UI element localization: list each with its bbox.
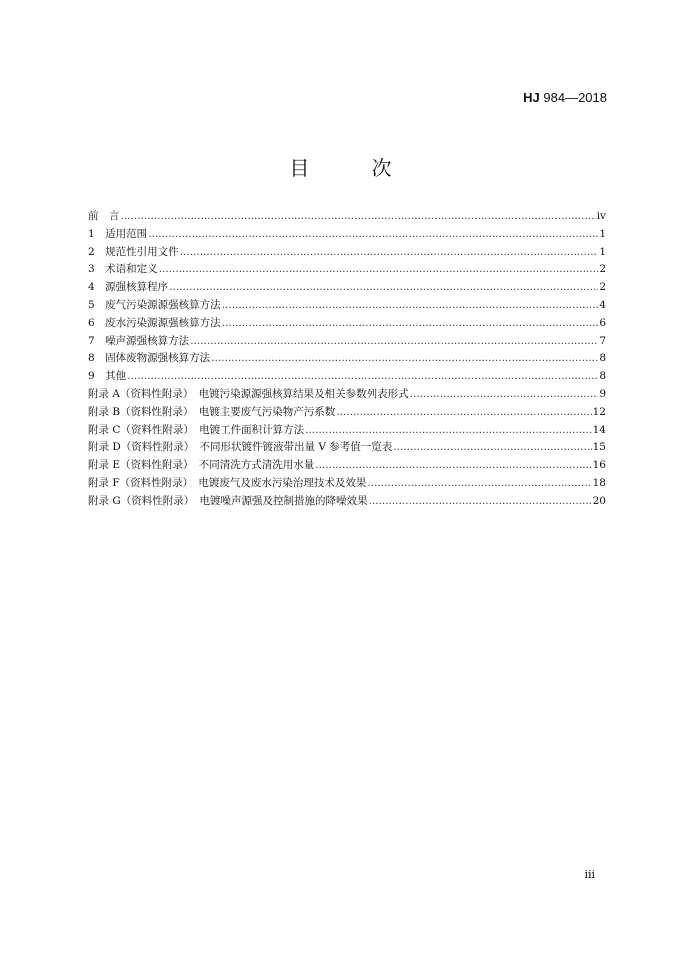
toc-entry-page: 14	[592, 423, 606, 436]
toc-entry-label: 3 术语和定义	[88, 263, 158, 276]
toc-entry-label: 附录 F（资料性附录） 电镀废气及废水污染治理技术及效果	[88, 476, 367, 489]
toc-entry-label: 附录 E（资料性附录） 不同清洗方式清洗用水量	[88, 459, 315, 472]
toc-entry-4[interactable]	[88, 279, 606, 297]
toc-entry-page: 16	[592, 459, 606, 472]
toc-entry-page: 6	[599, 316, 606, 329]
toc-leader-dots	[393, 441, 591, 453]
toc-entry-page: 8	[599, 370, 606, 383]
toc-entry-1[interactable]	[88, 226, 606, 244]
toc-leader-dots	[211, 352, 598, 364]
toc-entry-page: 15	[592, 441, 606, 454]
toc-entry-page: 7	[599, 334, 606, 347]
toc-entry-page: 2	[599, 281, 606, 294]
toc-leader-dots	[180, 246, 599, 258]
toc-leader-dots	[222, 317, 599, 329]
toc-leader-dots	[169, 281, 598, 293]
standard-number: 984—2018	[543, 90, 607, 105]
toc-entry-label: 7 噪声源强核算方法	[88, 334, 190, 347]
toc-entry-page: 4	[599, 298, 606, 311]
toc-entry-appendix-a[interactable]	[88, 386, 606, 404]
toc-leader-dots	[315, 459, 591, 471]
toc-leader-dots	[410, 388, 599, 400]
toc-leader-dots	[367, 477, 591, 489]
toc-entry-label: 6 废水污染源源强核算方法	[88, 316, 221, 329]
toc-leader-dots	[336, 406, 591, 418]
toc-entry-label: 2 规范性引用文件	[88, 245, 179, 258]
toc-entry-5[interactable]	[88, 297, 606, 315]
toc-entry-label: 附录 C（资料性附录） 电镀工件面积计算方法	[88, 423, 305, 436]
toc-entry-7[interactable]	[88, 333, 606, 351]
toc-leader-dots	[368, 495, 591, 507]
toc-leader-dots	[159, 263, 599, 275]
toc-entry-label: 附录 G（资料性附录） 电镀噪声源强及控制措施的降噪效果	[88, 494, 368, 507]
toc-leader-dots	[222, 299, 599, 311]
page-number: iii	[584, 868, 595, 881]
toc-leader-dots	[148, 228, 598, 240]
toc-entry-label: 附录 D（资料性附录） 不同形状镀件镀液带出量 V 参考值一览表	[88, 441, 393, 454]
toc-leader-dots	[121, 210, 596, 222]
toc-entry-page: 8	[599, 352, 606, 365]
toc-entry-page: 2	[599, 263, 606, 276]
toc-entry-appendix-e[interactable]	[88, 457, 606, 475]
toc-entry-label: 附录 B（资料性附录） 电镀主要废气污染物产污系数	[88, 405, 336, 418]
table-of-contents	[88, 208, 606, 511]
toc-entry-page: 1	[599, 245, 606, 258]
toc-entry-foreword[interactable]	[88, 208, 606, 226]
toc-entry-page: 20	[592, 494, 606, 507]
toc-entry-page: 9	[599, 387, 606, 400]
toc-entry-label: 5 废气污染源源强核算方法	[88, 298, 221, 311]
toc-entry-appendix-b[interactable]	[88, 404, 606, 422]
toc-entry-page: 1	[599, 227, 606, 240]
toc-entry-page: 18	[592, 476, 606, 489]
toc-entry-6[interactable]	[88, 315, 606, 333]
standard-prefix: HJ	[523, 90, 540, 105]
toc-entry-page: 12	[592, 405, 606, 418]
toc-entry-8[interactable]	[88, 350, 606, 368]
toc-entry-label: 8 固体废物源强核算方法	[88, 352, 211, 365]
toc-entry-label: 附录 A（资料性附录） 电镀污染源源强核算结果及相关参数列表形式	[88, 387, 409, 400]
toc-entry-3[interactable]	[88, 261, 606, 279]
toc-entry-label: 9 其他	[88, 370, 127, 383]
toc-leader-dots	[127, 370, 598, 382]
toc-entry-label: 1 适用范围	[88, 227, 148, 240]
toc-entry-9[interactable]	[88, 368, 606, 386]
toc-entry-appendix-f[interactable]	[88, 475, 606, 493]
toc-leader-dots	[190, 335, 598, 347]
toc-entry-label: 4 源强核算程序	[88, 281, 169, 294]
toc-entry-appendix-d[interactable]	[88, 439, 606, 457]
toc-entry-2[interactable]	[88, 244, 606, 262]
toc-leader-dots	[305, 424, 592, 436]
toc-entry-appendix-g[interactable]	[88, 493, 606, 511]
page-title: 目 次	[289, 156, 420, 180]
toc-entry-page: iv	[596, 210, 606, 222]
standard-code	[523, 90, 607, 105]
toc-entry-label: 前 言	[88, 210, 120, 222]
toc-entry-appendix-c[interactable]	[88, 422, 606, 440]
